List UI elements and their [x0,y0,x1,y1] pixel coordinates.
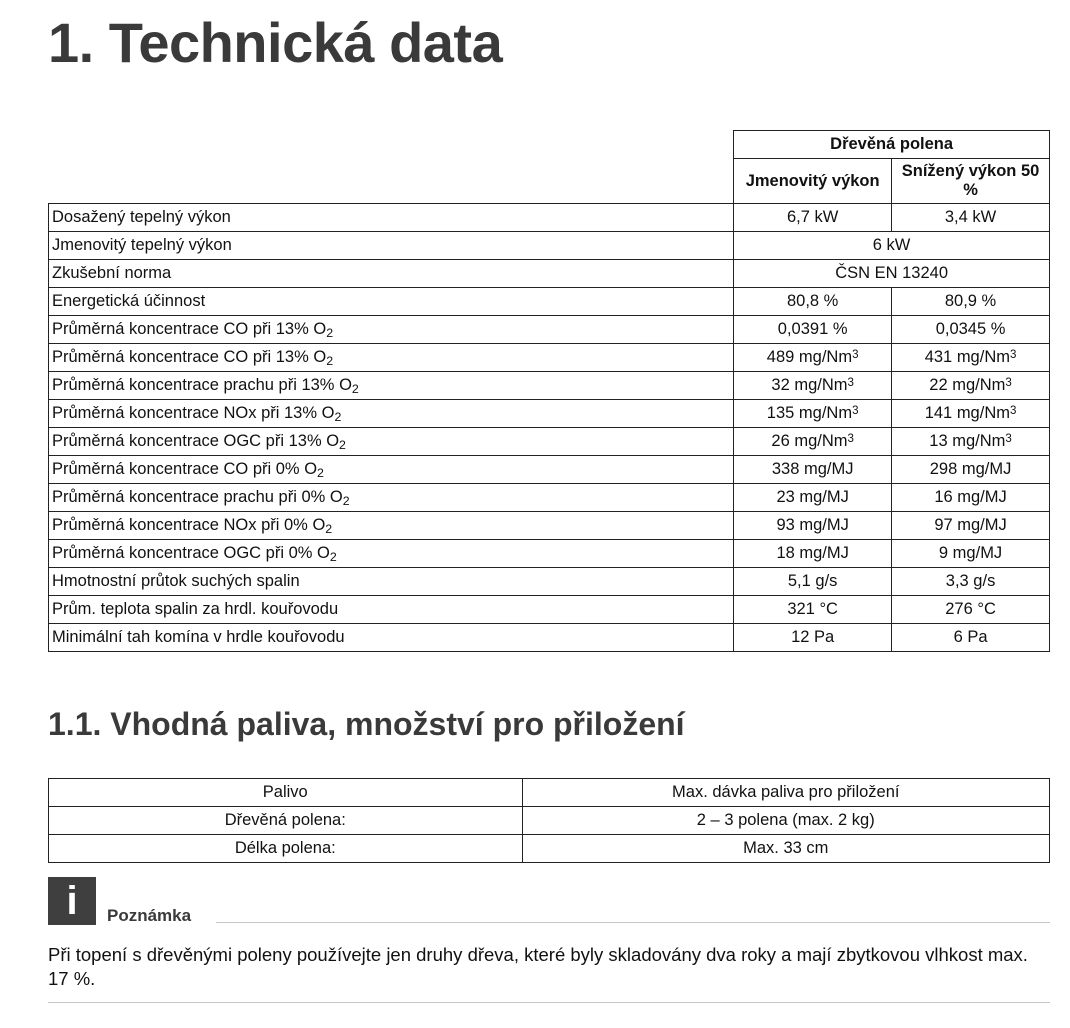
superscript: 3 [852,348,859,361]
value-text: 32 mg/Nm [771,376,848,395]
value-text: 431 mg/Nm [924,348,1010,367]
group-header: Dřevěná polena [734,131,1050,159]
nominal-value-cell [734,288,892,316]
superscript: 3 [847,432,854,445]
param-label-cell [49,596,734,624]
table-row [49,372,1050,400]
param-label-cell [49,204,734,232]
value-text: 6,7 kW [786,208,839,227]
table-row [49,484,1050,512]
reduced-value-cell [892,204,1050,232]
table-row [49,344,1050,372]
value-text: 80,9 % [944,292,997,311]
param-label: Průměrná koncentrace CO při 13% O [52,348,327,367]
col-header-reduced: Snížený výkon 50 % [892,159,1050,204]
param-label-cell [49,344,734,372]
nominal-value-cell [734,400,892,428]
reduced-value-cell [892,596,1050,624]
reduced-value-cell [892,372,1050,400]
subscript: 2 [342,494,350,509]
superscript: 3 [847,376,854,389]
table-row [49,568,1050,596]
nominal-value-cell [734,428,892,456]
value-text: 18 mg/MJ [776,544,849,563]
reduced-value-cell [892,484,1050,512]
value-text: 276 °C [945,600,996,619]
value-text: 489 mg/Nm [766,348,853,367]
superscript: 3 [1009,348,1017,361]
superscript: 3 [1009,404,1017,417]
param-label: Průměrná koncentrace CO při 0% O [52,460,318,479]
value-text: 97 mg/MJ [934,516,1007,535]
reduced-value-cell [892,568,1050,596]
nominal-value-cell [734,568,892,596]
value-text: 141 mg/Nm [924,404,1010,423]
value-text: 12 Pa [791,628,835,647]
technical-data-table [48,130,1050,652]
table-row [49,260,1050,288]
value-text: 6 Pa [953,628,988,647]
nominal-value-cell [734,596,892,624]
param-label-cell [49,568,734,596]
reduced-value-cell [892,316,1050,344]
nominal-value-cell [734,540,892,568]
param-label: Dosažený tepelný výkon [52,208,231,227]
value-text: 338 mg/MJ [771,460,854,479]
nominal-value-cell [734,204,892,232]
subscript: 2 [329,550,337,565]
value-text: 3,4 kW [944,208,997,227]
param-label-cell [49,316,734,344]
param-label-cell [49,232,734,260]
value-text: 9 mg/MJ [938,544,1003,563]
table-row [49,835,1050,863]
nominal-value-cell [734,624,892,652]
value-text: 321 °C [787,600,838,619]
value-text: 26 mg/Nm [771,432,848,451]
table-row [49,456,1050,484]
note-title: Poznámka [107,906,192,925]
param-label: Hmotnostní průtok suchých spalin [52,572,300,591]
merged-value-cell: ČSN EN 13240 [734,260,1050,288]
section-title: 1.1. Vhodná paliva, množství pro přiložení [48,706,685,742]
table-row [49,596,1050,624]
nominal-value-cell [734,344,892,372]
param-label-cell [49,400,734,428]
table-row [49,232,1050,260]
table-row [49,624,1050,652]
subscript: 2 [326,326,334,341]
table-row [49,316,1050,344]
param-label: Průměrná koncentrace OGC při 0% O [52,544,330,563]
param-label: Minimální tah komína v hrdle kouřovodu [52,628,345,647]
subscript: 2 [339,438,346,453]
param-label-cell [49,540,734,568]
table-row [49,204,1050,232]
reduced-value-cell [892,288,1050,316]
table-row [49,807,1050,835]
superscript: 3 [1005,432,1012,445]
nominal-value-cell [734,484,892,512]
table-row [49,540,1050,568]
param-label: Průměrná koncentrace prachu při 13% O [52,376,352,395]
reduced-value-cell [892,540,1050,568]
value-text: 0,0345 % [935,320,1006,339]
reduced-value-cell [892,428,1050,456]
col-header-nominal: Jmenovitý výkon [734,159,892,204]
fuel-dose-cell: 2 – 3 polena (max. 2 kg) [522,807,1049,835]
param-label-cell [49,624,734,652]
superscript: 3 [1005,376,1012,389]
table-header-row [49,131,1050,159]
param-label: Zkušební norma [52,264,172,283]
fuel-name-cell: Dřevěná polena: [49,807,523,835]
superscript: 3 [852,404,859,417]
value-text: 13 mg/Nm [929,432,1006,451]
param-label-cell [49,260,734,288]
value-text: 135 mg/Nm [766,404,853,423]
value-text: 23 mg/MJ [776,488,849,507]
subscript: 2 [325,522,333,537]
param-label: Průměrná koncentrace NOx při 0% O [52,516,326,535]
param-label-cell [49,512,734,540]
note-text: Při topení s dřevěnými poleny používejte jen druhy dřeva, které byly skladovány dva roky a mají zbytkovou vlhkost max. 17 %. [48,944,1028,989]
table-row [49,400,1050,428]
param-label-cell [49,428,734,456]
param-label-cell [49,288,734,316]
subscript: 2 [351,382,359,397]
param-label-cell [49,456,734,484]
value-text: 93 mg/MJ [776,516,849,535]
note-divider [216,922,1050,923]
note-bottom-divider [48,1002,1050,1003]
value-text: 5,1 g/s [787,572,838,591]
table-row [49,288,1050,316]
param-label-cell [49,372,734,400]
table-row [49,428,1050,456]
nominal-value-cell [734,316,892,344]
fuel-table [48,778,1050,863]
value-text: 298 mg/MJ [929,460,1012,479]
nominal-value-cell [734,512,892,540]
col-header-fuel: Palivo [49,779,523,807]
fuel-name-cell: Délka polena: [49,835,523,863]
value-text: 22 mg/Nm [929,376,1006,395]
param-label: Průměrná koncentrace prachu při 0% O [52,488,343,507]
reduced-value-cell [892,624,1050,652]
reduced-value-cell [892,400,1050,428]
value-text: 80,8 % [786,292,839,311]
page-title: 1. Technická data [48,11,503,74]
info-icon: i [48,877,96,925]
value-text: 0,0391 % [777,320,848,339]
param-label-cell [49,484,734,512]
value-text: 3,3 g/s [945,572,996,591]
subscript: 2 [326,354,334,369]
table-header-row [49,779,1050,807]
reduced-value-cell [892,344,1050,372]
fuel-dose-cell: Max. 33 cm [522,835,1049,863]
col-header-max-dose: Max. dávka paliva pro přiložení [522,779,1049,807]
nominal-value-cell [734,372,892,400]
empty-corner-cell [49,131,734,204]
param-label: Průměrná koncentrace OGC při 13% O [52,432,340,451]
param-label: Jmenovitý tepelný výkon [52,236,232,255]
param-label: Průměrná koncentrace NOx při 13% O [52,404,335,423]
table-row [49,512,1050,540]
reduced-value-cell [892,456,1050,484]
subscript: 2 [317,466,324,481]
param-label: Energetická účinnost [52,292,206,311]
subscript: 2 [334,410,342,425]
param-label: Prům. teplota spalin za hrdl. kouřovodu [52,600,339,619]
value-text: 16 mg/MJ [934,488,1007,507]
nominal-value-cell [734,456,892,484]
merged-value-cell: 6 kW [734,232,1050,260]
param-label: Průměrná koncentrace CO při 13% O [52,320,327,339]
reduced-value-cell [892,512,1050,540]
